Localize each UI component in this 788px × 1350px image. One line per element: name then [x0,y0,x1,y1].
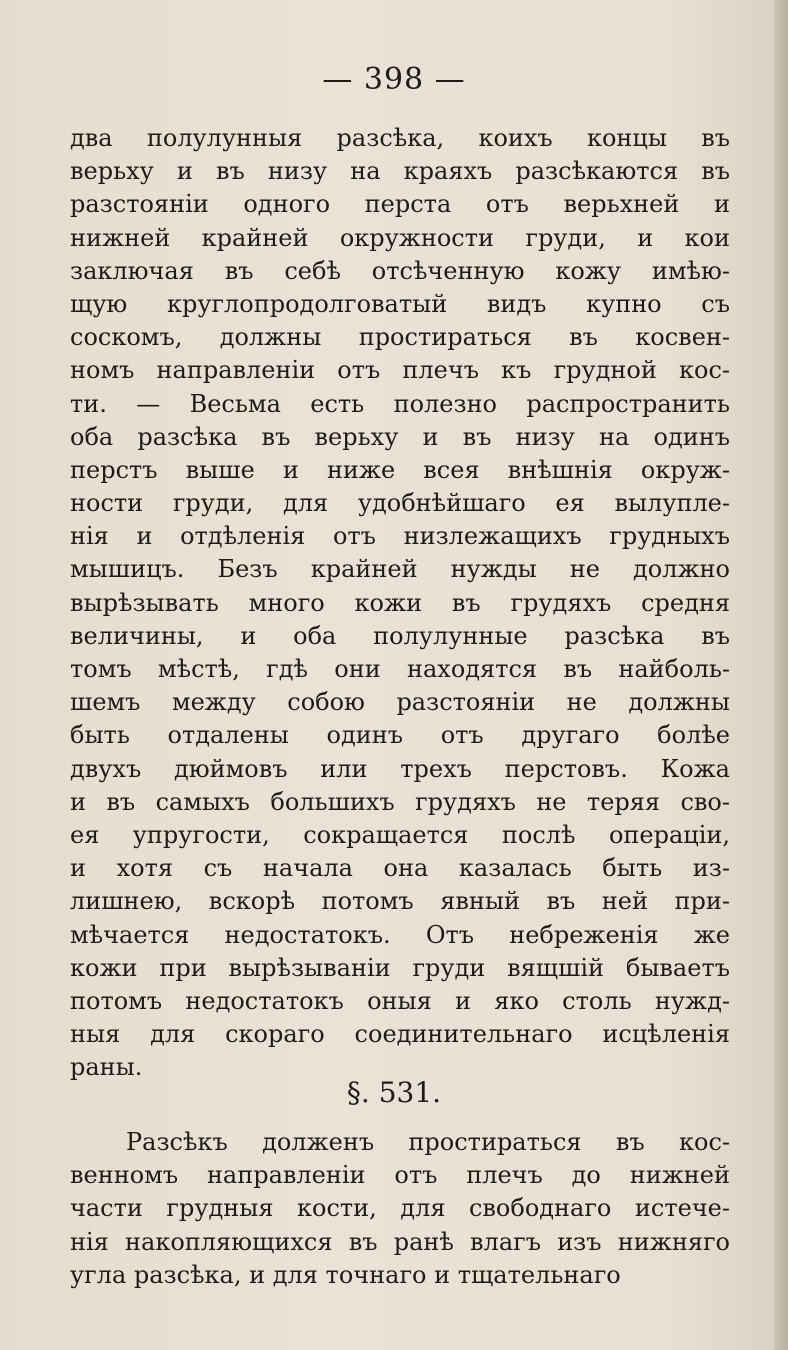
text-line: Разсѣкъ долженъ простираться въ кос- [126,1128,730,1156]
text-line: угла разсѣка, и для точнаго и тщательнаго [70,1260,621,1289]
text-line: перстъ выше и ниже всея внѣшнія окруж- [70,455,730,484]
text-line: щую круглопродолговатый видъ купно съ [70,289,730,318]
text-line: шемъ между собою разстояніи не должны [70,688,730,717]
text-line: два полулунныя разсѣка, коихъ концы въ [70,124,730,152]
text-line: нижней крайней окружности груди, и кои [70,223,730,252]
page-number: — 398 — [322,62,466,97]
text-line: вырѣзывать много кожи въ грудяхъ средня [70,588,730,617]
text-line: венномъ направленіи отъ плечъ до нижней [70,1161,730,1190]
text-line: заключая въ себѣ отсѣченную кожу имѣю- [70,256,730,285]
text-line: ности груди, для удобнѣйшаго ея вылупле- [70,489,730,518]
text-line: и въ самыхъ большихъ грудяхъ не теряя сво- [70,787,730,816]
text-line: ея упругости, сокращается послѣ операціи, [70,820,730,849]
text-line: ти. — Весьма есть полезно распространить [70,389,730,418]
text-line: мѣчается недостатокъ. Отъ небреженія же [70,920,730,949]
text-line: ныя для скораго соединительнаго исцѣленія [70,1020,730,1049]
paragraph-1 [70,122,730,1084]
section-heading: §. 531. [346,1076,442,1109]
text-line: верьху и въ низу на краяхъ разсѣкаются въ [70,157,730,186]
text-line: кожи при вырѣзываніи груди вящшій бываетъ [70,953,730,982]
text-line: раны. [70,1053,143,1082]
text-line: нія накопляющихся въ ранѣ влагъ изъ нижняго [70,1227,730,1256]
text-line: разстояніи одного перста отъ верьхней и [70,190,730,219]
text-line: номъ направленіи отъ плечъ къ грудной кос- [70,356,730,385]
text-line: потомъ недостатокъ оныя и яко столь нужд- [70,986,730,1015]
paragraph-2 [70,1126,730,1292]
text-line: оба разсѣка въ верьху и въ низу на одинъ [70,422,730,451]
page-edge [774,0,788,1350]
text-line: быть отдалены одинъ отъ другаго болѣе [70,721,730,750]
text-line: лишнею, вскорѣ потомъ явный въ ней при- [70,887,730,916]
text-line: величины, и оба полулунные разсѣка въ [70,621,730,650]
text-line: нія и отдѣленія отъ низлежащихъ грудныхъ [70,522,730,551]
text-line: двухъ дюймовъ или трехъ перстовъ. Кожа [70,754,730,783]
text-line: томъ мѣстѣ, гдѣ они находятся въ найболь- [70,655,730,683]
text-line: части грудныя кости, для свободнаго истече- [70,1194,730,1223]
text-line: и хотя съ начала она казалась быть из- [70,854,730,883]
text-line: мышицъ. Безъ крайней нужды не должно [70,555,730,584]
text-line: соскомъ, должны простираться въ косвен- [70,323,730,352]
